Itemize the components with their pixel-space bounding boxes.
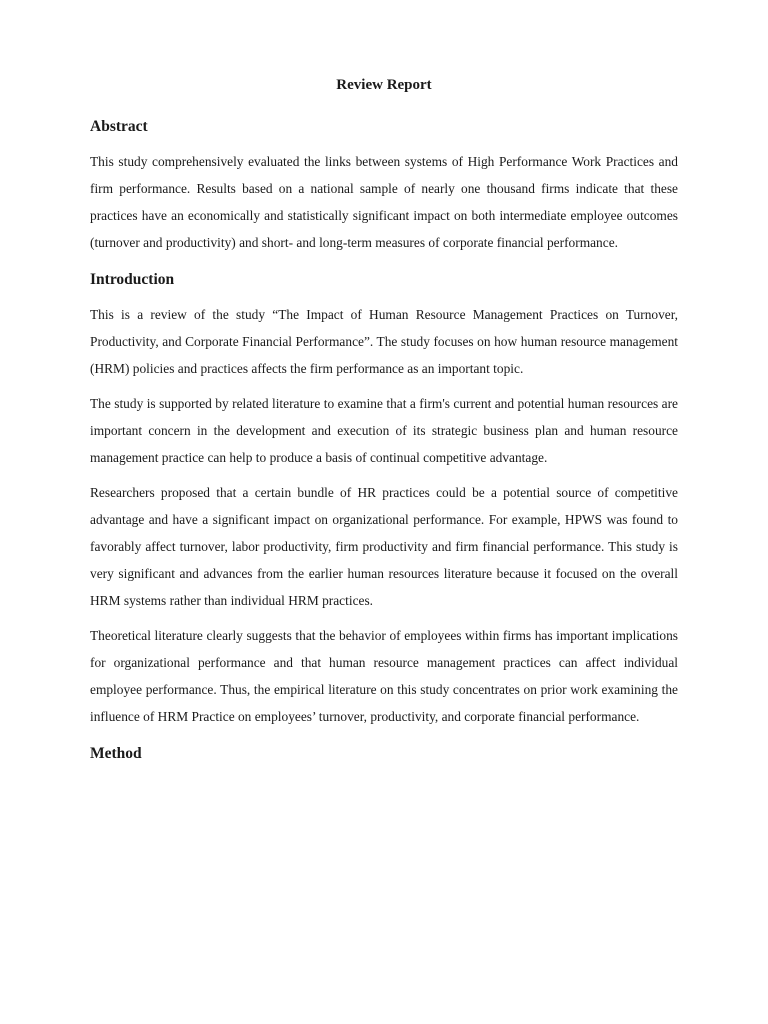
document-title: Review Report: [336, 77, 432, 93]
document-page: [90, 72, 678, 775]
abstract-paragraph: This study comprehensively evaluated the links between systems of High Performance Work Practices and firm performance. Results based on a national sample of nearly one thousand firms indicate that these practices have an economically and statistically significant impact on both intermediate employee outcomes (turnover and productivity) and short- and long-term measures of corporate financial performance.: [90, 154, 678, 250]
introduction-paragraph-3: Researchers proposed that a certain bundle of HR practices could be a potential source of competitive advantage and have a significant impact on organizational performance. For example, HPWS was found to favorably affect turnover, labor productivity, firm productivity and firm financial performance. This study is very significant and advances from the earlier human resources literature because it focused on the overall HRM systems rather than individual HRM practices.: [90, 485, 678, 608]
heading-introduction: Introduction: [90, 271, 175, 288]
introduction-paragraph-2: The study is supported by related literature to examine that a firm's current and potential human resources are important concern in the development and execution of its strategic business plan and human resource management practice can help to produce a basis of continual competitive advantage.: [90, 396, 678, 465]
heading-abstract: Abstract: [90, 118, 148, 135]
heading-method: Method: [90, 745, 142, 762]
introduction-paragraph-4: Theoretical literature clearly suggests that the behavior of employees within firms has important implications for organizational performance and that human resource management practices can affect individual employee performance. Thus, the empirical literature on this study concentrates on prior work examining the influence of HRM Practice on employees’ turnover, productivity, and corporate financial performance.: [90, 628, 678, 724]
introduction-paragraph-1: This is a review of the study “The Impact of Human Resource Management Practices on Turnover, Productivity, and Corporate Financial Performance”. The study focuses on how human resource management (HRM) policies and practices affects the firm performance as an important topic.: [90, 307, 678, 376]
